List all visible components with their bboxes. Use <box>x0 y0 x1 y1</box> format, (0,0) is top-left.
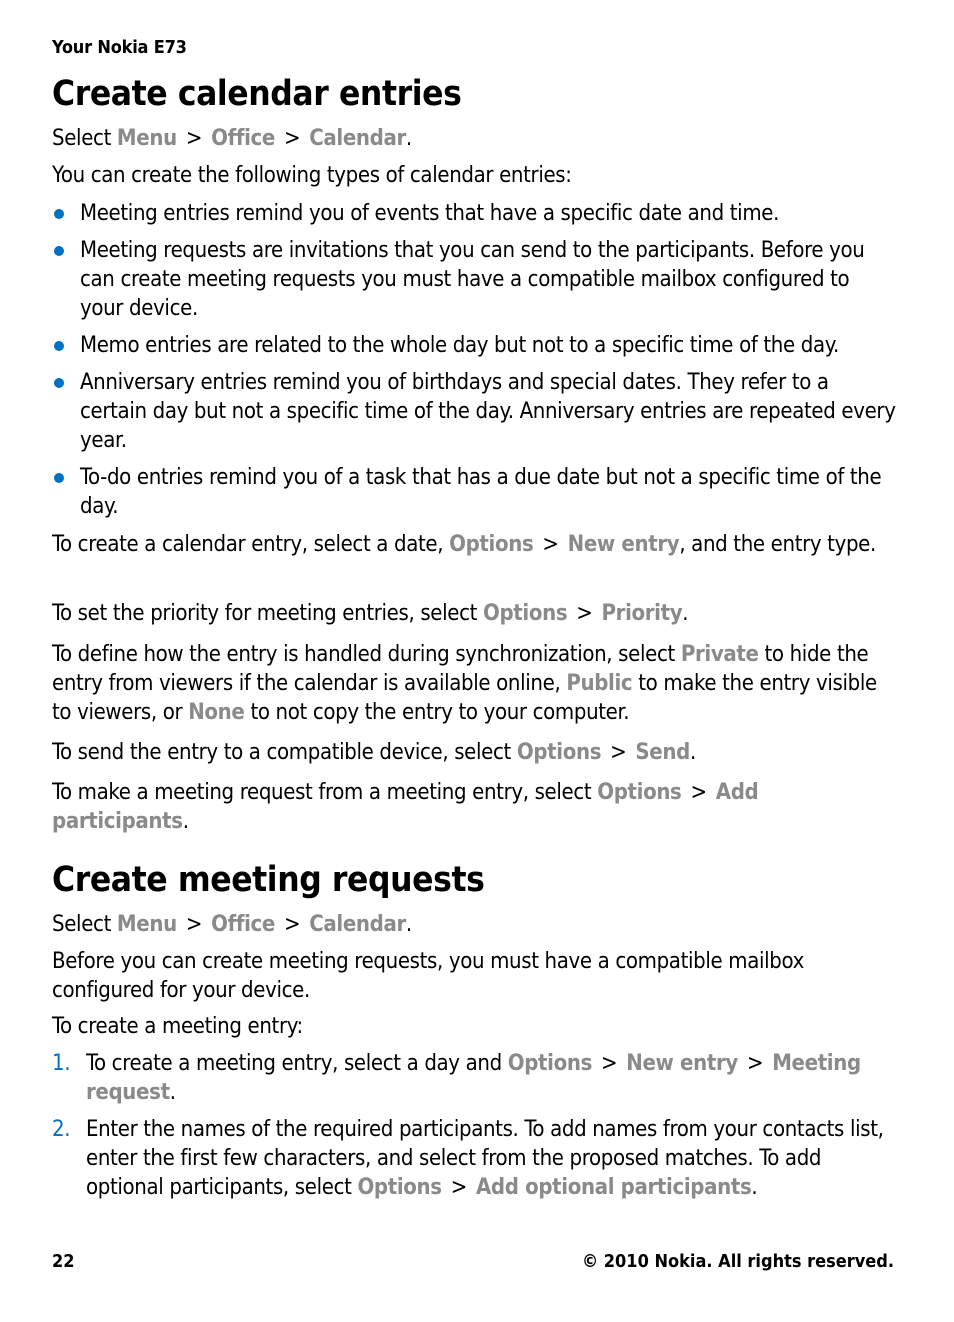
bullet-icon <box>54 246 64 256</box>
steps-intro: To create a meeting entry: <box>52 1014 303 1039</box>
ui-options: Options <box>597 780 682 805</box>
ui-priority: Priority <box>601 601 683 626</box>
list-item: Anniversary entries remind you of birthdays and special dates. They refer to a certain day but not a specific time of the day. Anniversary entries are repeated every year. <box>52 368 897 455</box>
ui-calendar: Calendar <box>309 912 406 937</box>
ui-meeting-request: Meeting request <box>86 1051 861 1105</box>
ui-menu: Menu <box>116 912 177 937</box>
ui-none: None <box>188 700 245 725</box>
meeting-request-paragraph: To make a meeting request from a meeting entry, select Options > Add participants. <box>52 780 759 834</box>
ui-send: Send <box>635 740 690 765</box>
list-item: 2. Enter the names of the required participants. To add names from your contacts list, enter the first few characters, and select from the proposed matches. To add optional participants, select Options > Add optional participants. <box>52 1117 884 1200</box>
ui-public: Public <box>566 671 633 696</box>
ui-menu: Menu <box>116 126 177 151</box>
create-entry-paragraph: To create a calendar entry, select a date, Options > New entry, and the entry type. <box>52 532 876 557</box>
intro-paragraph: You can create the following types of calendar entries: <box>52 163 572 188</box>
ui-office: Office <box>211 912 275 937</box>
ui-office: Office <box>211 126 275 151</box>
priority-paragraph: To set the priority for meeting entries, select Options > Priority. <box>52 601 689 626</box>
list-item: 1. To create a meeting entry, select a day and Options > New entry > Meeting request. <box>52 1051 861 1105</box>
list-item: Meeting requests are invitations that you can send to the participants. Before you can create meeting requests you must have a compatible mailbox configured to your device. <box>52 236 897 323</box>
select-path: Select Menu > Office > Calendar. <box>52 912 412 937</box>
ui-new-entry: New entry <box>626 1051 738 1076</box>
bullet-icon <box>54 209 64 219</box>
page-number: 22 <box>52 1251 75 1272</box>
bullet-icon <box>54 473 64 483</box>
ui-add-optional-participants: Add optional participants <box>475 1175 752 1200</box>
list-item: Meeting entries remind you of events that have a specific date and time. <box>52 199 897 228</box>
bullet-icon <box>54 378 64 388</box>
step-number: 1. <box>52 1051 71 1076</box>
step-number: 2. <box>52 1117 71 1142</box>
ui-new-entry: New entry <box>567 532 680 557</box>
select-prefix: Select <box>52 126 111 151</box>
ui-options: Options <box>449 532 534 557</box>
section-title-calendar-entries: Create calendar entries <box>52 74 462 114</box>
steps-list <box>52 1049 897 1210</box>
entry-types-list <box>52 199 897 529</box>
section-title-meeting-requests: Create meeting requests <box>52 860 485 900</box>
select-path: Select Menu > Office > Calendar. <box>52 126 412 151</box>
prerequisite-paragraph: Before you can create meeting requests, you must have a compatible mailbox configured for your device. <box>52 949 804 1003</box>
send-paragraph: To send the entry to a compatible device, select Options > Send. <box>52 740 696 765</box>
ui-options: Options <box>483 601 568 626</box>
ui-options: Options <box>357 1175 442 1200</box>
running-header: Your Nokia E73 <box>52 37 187 58</box>
select-prefix: Select <box>52 912 111 937</box>
ui-options: Options <box>516 740 602 765</box>
bullet-icon <box>54 341 64 351</box>
copyright: © 2010 Nokia. All rights reserved. <box>581 1251 894 1272</box>
ui-add-participants: Add participants <box>52 780 759 834</box>
list-item: To-do entries remind you of a task that has a due date but not a specific time of the day. <box>52 463 897 521</box>
ui-private: Private <box>680 642 759 667</box>
ui-options: Options <box>507 1051 593 1076</box>
list-item: Memo entries are related to the whole day but not to a specific time of the day. <box>52 331 897 360</box>
ui-calendar: Calendar <box>309 126 406 151</box>
sync-paragraph: To define how the entry is handled during synchronization, select Private to hide the entry from viewers if the calendar is available online, Public to make the entry visible to viewers, or None to not copy the entry to your computer. <box>52 642 877 725</box>
